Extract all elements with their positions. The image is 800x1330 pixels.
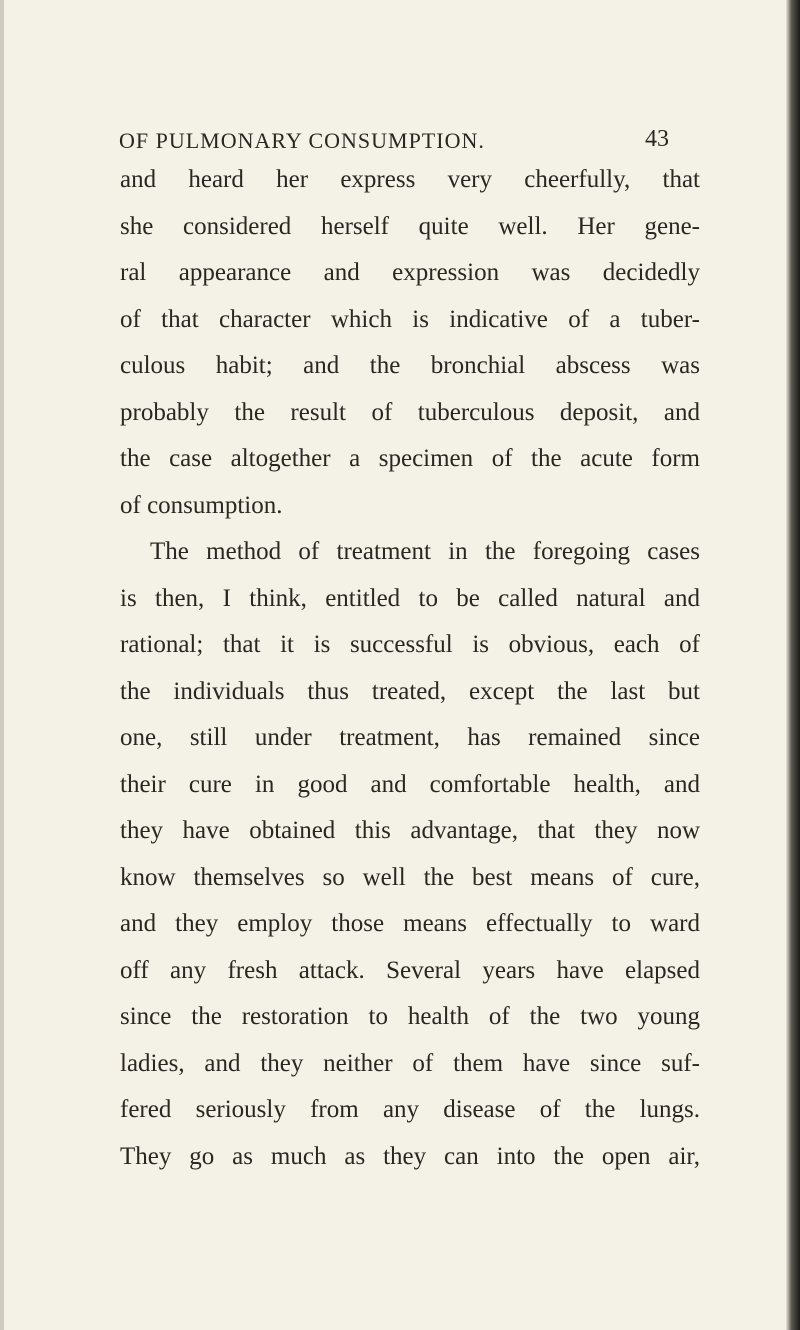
text-line: the individuals thus treated, except the last but [120, 677, 700, 705]
running-head [119, 128, 679, 158]
text-line: is then, I think, entitled to be called natural and [120, 584, 700, 612]
text-line: since the restoration to health of the two young [120, 1003, 700, 1030]
page-binding-shadow [786, 0, 800, 1330]
text-line: rational; that it is successful is obvious, each of [120, 631, 700, 658]
text-line: off any fresh attack. Several years have elapsed [120, 956, 700, 984]
text-line: their cure in good and comfortable health, and [120, 770, 700, 798]
page-number: 43 [645, 126, 669, 152]
text-line: one, still under treatment, has remained since [120, 724, 700, 751]
text-line: the case altogether a specimen of the acute form [120, 445, 700, 472]
running-title: OF PULMONARY CONSUMPTION. [119, 128, 485, 153]
text-line: they have obtained this advantage, that they now [120, 817, 700, 844]
text-line: fered seriously from any disease of the lungs. [120, 1096, 700, 1123]
text-line: probably the result of tuberculous deposit, and [120, 398, 700, 426]
text-line: and heard her express very cheerfully, that [120, 166, 700, 193]
text-line: and they employ those means effectually to ward [120, 910, 700, 937]
text-line: ladies, and they neither of them have since suf- [120, 1049, 700, 1077]
paragraph-end-line: of consumption. [120, 491, 283, 519]
text-line: she considered herself quite well. Her gene- [120, 212, 700, 240]
text-line: culous habit; and the bronchial abscess was [120, 352, 700, 379]
text-line: know themselves so well the best means of cure, [120, 863, 700, 891]
paragraph-start-line: The method of treatment in the foregoing cases [150, 538, 700, 565]
text-line: of that character which is indicative of a tuber- [120, 305, 700, 333]
page-left-edge [0, 0, 4, 1330]
text-line: They go as much as they can into the open air, [120, 1142, 700, 1170]
text-line: ral appearance and expression was decidedly [120, 259, 700, 286]
body-text [120, 157, 700, 1180]
